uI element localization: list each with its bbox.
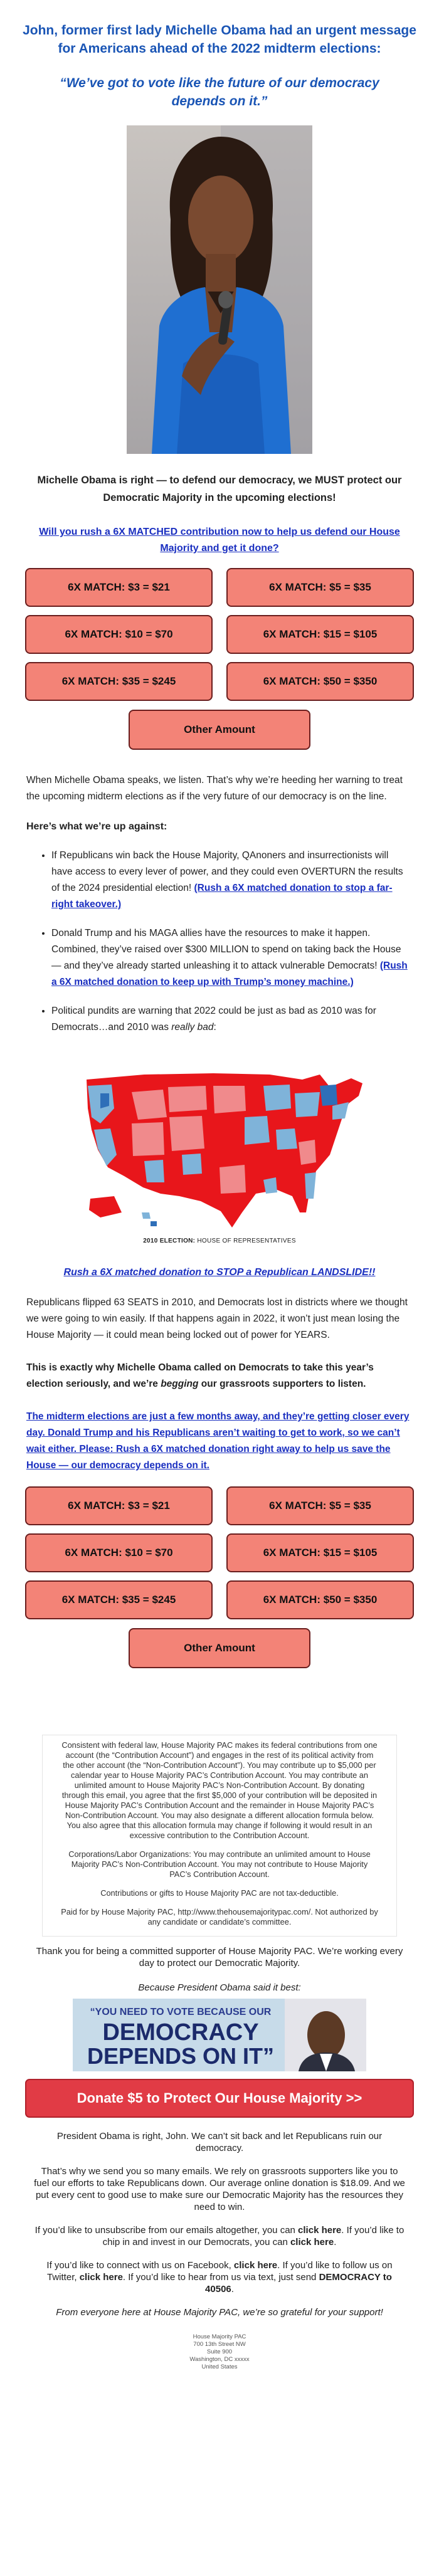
donation-grid-top [19,568,420,701]
2010-election-map [56,1048,383,1236]
headline: John, former first lady Michelle Obama had an urgent message for Americans ahead of the 2022 midterm elections: [23,23,416,56]
michelle-obama-photo [127,125,312,454]
footer-paragraph-5: From everyone here at House Majority PAC, we’re so grateful for your support! [56,2307,383,2318]
email-body [19,0,420,2371]
banner-line-1: “YOU NEED TO VOTE BECAUSE OUR [90,2007,272,2017]
donate-50-button[interactable]: 6X MATCH: $50 = $350 [226,662,414,701]
stop-landslide-link[interactable]: Rush a 6X matched donation to STOP a Republican LANDSLIDE!! [63,1267,376,1278]
thanks-text: Thank you for being a committed supporter of House Majority PAC. We’re working every day to protect our Democratic Majority. [36,1946,403,1969]
donation-grid-bottom [19,1486,420,1619]
banner-line-3: DEPENDS ON IT” [87,2043,275,2069]
donate-5-protect-button[interactable]: Donate $5 to Protect Our House Majority >> [25,2079,414,2118]
banner-line-2: DEMOCRACY [102,2019,259,2046]
barack-intro: Because President Obama said it best: [138,1982,301,1993]
far-right-takeover-link[interactable]: (Rush a 6X matched donation to stop a far-right takeover.) [51,883,393,910]
flipped-seats-paragraph: Republicans flipped 63 SEATS in 2010, and Democrats lost in districts where we thought we were going to win easily. If that happens again in 2022, it won’t just mean losing the House Majority — it could mean being locked out of power for YEARS. [26,1297,408,1340]
lead-statement: Michelle Obama is right — to defend our democracy, we MUST protect our Democratic Majority in the upcoming elections! [37,475,402,503]
obama-quote: “We’ve got to vote like the future of our democracy depends on it.” [60,76,379,108]
facebook-link[interactable]: click here [233,2260,278,2271]
donate-10-button[interactable]: 6X MATCH: $10 = $70 [25,1533,213,1572]
donate-15-button[interactable]: 6X MATCH: $15 = $105 [226,1533,414,1572]
donate-3-button[interactable]: 6X MATCH: $3 = $21 [25,1486,213,1525]
donate-35-button[interactable]: 6X MATCH: $35 = $245 [25,662,213,701]
list-item: • Political pundits are warning that 2022 could be just as bad as 2010 was for Democrats…and 2010 was really bad: [51,1003,408,1036]
donate-35-button[interactable]: 6X MATCH: $35 = $245 [25,1580,213,1619]
list-item: • Donald Trump and his MAGA allies have the resources to make it happen. Combined, they’ve raised over $300 MILLION to spend on taking back the House — and they’ve already started unleashing it to attack vulnerable Democrats! (Rush a 6X matched donation to keep up with Trump’s money machine.) [51,925,408,991]
chip-in-link[interactable]: click here [290,2237,334,2247]
intro-paragraph: When Michelle Obama speaks, we listen. That’s why we’re heeding her warning to treat the upcoming midterm elections as if the very future of our democracy is on the line. [26,775,403,802]
legal-disclaimer: Consistent with federal law, House Majority PAC makes its federal contributions from one account (the “Contribution Account”) and engages in the rest of its political activity from the other account (the “Non-Contribution Account”). You may contribute up to $5,000 per calendar year to House Majority PAC’s Contribution Account. You may contribute an unlimited amount to House Majority PAC’s Non-Contribution Account. By donating through this email, you agree that the first $5,000 of your contribution will be deposited in House Majority PAC’s Contribution Account and the remainder in House Majority PAC’s Non-Contribution Account. You may also designate a different allocation formula below. You also agree that this allocation formula may change if following it would result in an excessive contribution to the Contribution Account. Corporations/Labor Organizations: You may contribute an unlimited amount to House Majority PAC’s Non-Contribution Account. You may not contribute to House Majority PAC’s Contribution Account. Contributions or gifts to House Majority PAC are not tax-deductible. Paid for by House Majority PAC, http://www.thehousemajoritypac.com/. Not authorized by any candidate or candidate’s committee. [42,1735,397,1937]
footer-paragraph-4: If you’d like to connect with us on Facebook, click here. If you’d like to follow us on Twitter, click here. If you’d like to hear from us via text, just send DEMOCRACY to 40506. [46,2260,393,2295]
map-caption: 2010 ELECTION: HOUSE OF REPRESENTATIVES [143,1238,296,1244]
footer-paragraph-3: If you’d like to unsubscribe from our emails altogether, you can click here. If you’d like to chip in and invest in our Democrats, you can click here. [34,2225,405,2247]
mailing-address: House Majority PAC 700 13th Street NW Suite 900 Washington, DC xxxxx United States [189,2333,250,2370]
midterms-link[interactable]: The midterm elections are just a few months away, and they’re getting closer every day. Donald Trump and his Republicans aren’t waiting to get to work, so we can’t wait either. Please: Rush a 6X matched donation right away to help us save the House — our democracy depends on it. [26,1411,410,1471]
unsubscribe-link[interactable]: click here [298,2225,342,2236]
up-against-heading: Here’s what we’re up against: [26,821,167,832]
twitter-link[interactable]: click here [79,2272,123,2283]
donate-5-button[interactable]: 6X MATCH: $5 = $35 [226,568,414,607]
democracy-banner [73,1999,366,2071]
list-item: • If Republicans win back the House Majority, QAnoners and insurrectionists will have access to every lever of power, and they could even OVERTURN the results of the 2024 presidential election! (Rush a 6X matched donation to stop a far-right takeover.) [51,848,408,913]
donate-15-button[interactable]: 6X MATCH: $15 = $105 [226,615,414,654]
trump-money-link[interactable]: (Rush a 6X matched donation to keep up with Trump’s money machine.) [51,960,408,987]
footer-paragraph-1: President Obama is right, John. We can’t sit back and let Republicans ruin our democracy. [56,2131,383,2153]
threat-list [19,848,420,1036]
donate-5-button[interactable]: 6X MATCH: $5 = $35 [226,1486,414,1525]
footer-paragraph-2: That’s why we send you so many emails. We rely on grassroots supporters like you to fuel our efforts to take Republicans down. Our average online donation is $18.09. And we put every cent to good use to make sure our Democratic Majority has the resources they need to win. [34,2166,405,2212]
donate-10-button[interactable]: 6X MATCH: $10 = $70 [25,615,213,654]
other-amount-button[interactable]: Other Amount [129,1628,310,1668]
text-keyword: DEMOCRACY to 40506 [205,2272,392,2295]
donate-3-button[interactable]: 6X MATCH: $3 = $21 [25,568,213,607]
other-amount-button[interactable]: Other Amount [129,710,310,750]
donate-50-button[interactable]: 6X MATCH: $50 = $350 [226,1580,414,1619]
matched-contribution-link[interactable]: Will you rush a 6X MATCHED contribution now to help us defend our House Majority and get it done? [39,527,400,554]
begging-paragraph: This is exactly why Michelle Obama called on Democrats to take this year’s election seriously, and we’re begging our grassroots supporters to listen. [26,1362,374,1389]
